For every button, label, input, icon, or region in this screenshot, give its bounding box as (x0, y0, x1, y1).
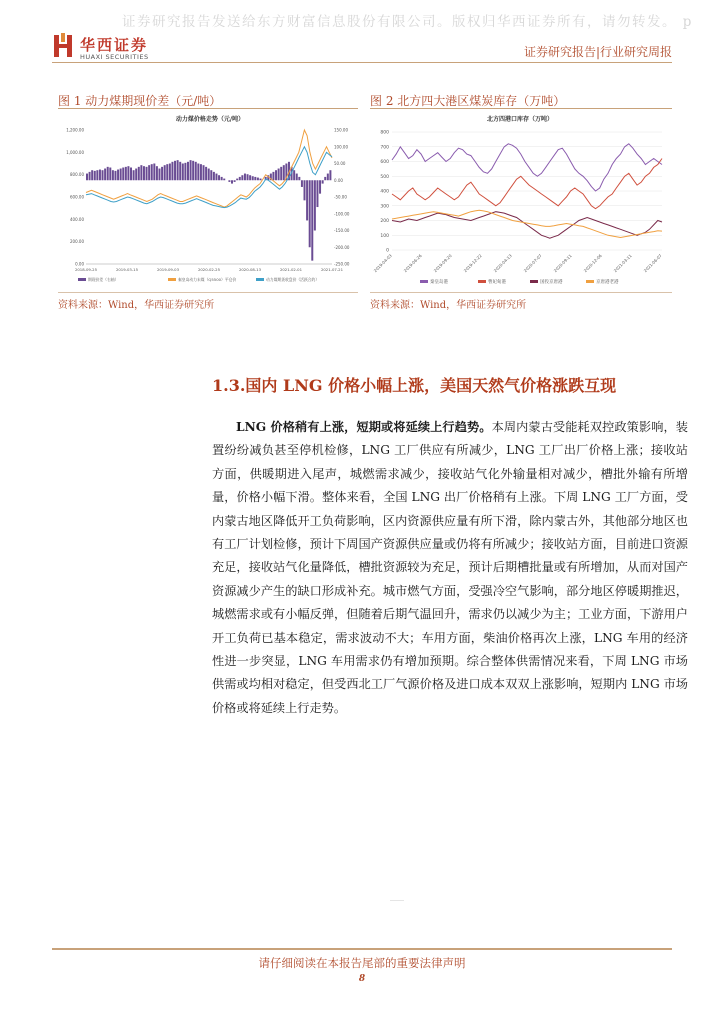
chart-2-legend-swatch (586, 280, 594, 283)
chart-2-legend-swatch (478, 280, 486, 283)
chart-2-legend-swatch (530, 280, 538, 283)
chart-1-bar (272, 172, 274, 180)
chart-1-ytick-right: 0.00 (334, 177, 343, 183)
chart-1-bar (164, 165, 166, 180)
chart-1-legend-label: 秦皇岛动力末煤（Q5500）平仓价 (178, 277, 237, 282)
chart-2-xtick: 2021-03-11 (612, 253, 633, 274)
chart-1-bar (304, 180, 306, 200)
chart-1-bar (195, 162, 197, 180)
chart-1-bar (316, 180, 318, 207)
chart-1-bar (102, 170, 104, 180)
chart-1-bar (322, 180, 324, 183)
chart-2-xtick: 2019-06-26 (402, 253, 423, 274)
chart-1-bar (247, 174, 249, 180)
chart-1-bar (203, 165, 205, 180)
chart-1-bar (259, 179, 261, 181)
chart-1-bar (278, 169, 280, 181)
chart-1-bar (182, 164, 184, 181)
chart-1-ytick-left: 200.00 (70, 239, 84, 245)
chart-1-ytick-left: 1,200.00 (66, 127, 84, 133)
chart-1-xtick: 2018-09-25 (74, 267, 98, 272)
figure-1-source-rule (58, 292, 358, 293)
chart-1-bar (133, 170, 135, 180)
chart-1-bar (329, 170, 331, 180)
chart-1-ytick-right: -50.00 (334, 194, 347, 200)
figure-2-source: 资料来源：Wind，华西证券研究所 (370, 300, 527, 311)
chart-1-bar (146, 167, 148, 180)
chart-2-ytick: 800 (380, 130, 389, 136)
chart-1-bar (187, 162, 189, 180)
chart-2-legend-swatch (420, 280, 428, 283)
figure-1-title: 图 1 动力煤期现价差（元/吨） (58, 94, 222, 108)
decorative-mark (390, 900, 404, 901)
chart-2-ytick: 100 (380, 233, 389, 239)
chart-1-bar (179, 162, 181, 180)
figure-2-rule (370, 108, 672, 109)
chart-1-bar (298, 177, 300, 180)
chart-1-ytick-right: -200.00 (334, 244, 350, 250)
chart-1-bar (140, 165, 142, 180)
chart-1-ytick-right: -250.00 (334, 261, 350, 267)
chart-1-bar (314, 180, 316, 230)
chart-1-bar (213, 172, 215, 180)
chart-1-bar (184, 163, 186, 180)
chart-1-bar (107, 167, 109, 180)
footer-disclaimer: 请仔细阅读在本报告尾部的重要法律声明 (258, 956, 466, 970)
chart-1-bar (236, 179, 238, 181)
chart-2-xtick: 2020-12-06 (582, 253, 603, 274)
chart-1-legend-swatch (78, 278, 86, 281)
footer-divider (52, 948, 672, 950)
chart-1-xtick: 2020-08-13 (238, 267, 262, 272)
chart-1-legend-label: 期现价差（右轴） (88, 277, 119, 282)
chart-1-bar (153, 164, 155, 181)
chart-1-ytick-left: 1,000.00 (66, 149, 84, 155)
chart-1-legend-label: 动力煤期货收盘价（活跃合约） (266, 277, 320, 282)
chart-1-ytick-right: -100.00 (334, 211, 350, 217)
chart-1-bar (275, 170, 277, 180)
chart-1-bar (311, 180, 313, 260)
chart-1-bar (215, 174, 217, 181)
chart-2-series-line-2 (392, 159, 662, 209)
chart-1-bar (210, 170, 212, 180)
figure-2-source-rule (370, 292, 672, 293)
paragraph-lead: LNG 价格稍有上涨，短期或将延续上行趋势。 (236, 420, 492, 434)
chart-1-bar (120, 169, 122, 181)
chart-1-bar (99, 170, 101, 181)
chart-2-title: 北方四港口库存（万吨） (486, 116, 554, 123)
chart-1-bar (114, 171, 116, 180)
chart-1-bar (190, 160, 192, 180)
chart-1-bar (138, 167, 140, 180)
chart-1-bar (125, 167, 127, 180)
figure-2-chart (370, 112, 670, 290)
chart-1-bar (239, 177, 241, 180)
chart-2-ytick: 400 (380, 189, 389, 195)
chart-1-bar (293, 170, 295, 180)
chart-1-ytick-left: 800.00 (70, 172, 84, 178)
chart-1-bar (91, 170, 93, 180)
chart-1-bar (218, 175, 220, 180)
logo-cn: 华西证券 (80, 36, 149, 54)
chart-1-bar (252, 176, 254, 180)
company-logo (52, 33, 172, 63)
chart-1-xtick: 2019-03-15 (115, 267, 139, 272)
chart-1-ytick-right: 50.00 (334, 161, 346, 166)
chart-1-bar (177, 160, 179, 180)
chart-1-legend-swatch (256, 278, 264, 281)
chart-2-ytick: 600 (380, 160, 389, 165)
chart-1-bar (208, 169, 210, 181)
chart-2-series-line-1 (392, 144, 662, 191)
chart-1-ytick-right: 100.00 (334, 144, 348, 150)
chart-1-bar (319, 180, 321, 193)
chart-1-bar (306, 180, 308, 220)
chart-1-bar (130, 168, 132, 181)
chart-1-ytick-right: -150.00 (334, 228, 350, 233)
chart-1-bar (169, 164, 171, 181)
chart-1-bar (200, 164, 202, 180)
chart-1-bar (143, 166, 145, 180)
chart-1-bar (174, 161, 176, 180)
chart-1-bar (244, 174, 246, 181)
chart-2-xtick: 2021-06-07 (642, 253, 663, 274)
chart-1-xtick: 2020-02-25 (197, 267, 221, 272)
figure-1-source: 资料来源：Wind，华西证券研究所 (58, 300, 215, 311)
chart-1-bar (254, 177, 256, 180)
chart-1-bar (234, 180, 236, 182)
chart-1-bar (171, 162, 173, 180)
chart-2-series-line-3 (392, 212, 662, 239)
chart-1-bar (86, 174, 88, 181)
chart-1-bar (249, 175, 251, 180)
chart-1-bar (197, 164, 199, 181)
chart-1-xtick: 2019-09-03 (156, 267, 180, 272)
chart-1-bar (112, 170, 114, 180)
chart-1-bar (96, 170, 98, 180)
chart-1-bar (301, 180, 303, 187)
chart-1-bar (327, 174, 329, 181)
chart-1-bar (166, 164, 168, 180)
chart-2-legend-label: 曹妃甸港 (488, 280, 506, 285)
chart-1-ytick-left: 600.00 (70, 194, 84, 200)
figure-1-rule (58, 108, 358, 109)
chart-2-legend-label: 秦皇岛港 (430, 280, 448, 285)
chart-1-bar (135, 169, 137, 181)
chart-1-bar (94, 171, 96, 180)
chart-1-bar (122, 168, 124, 181)
chart-1-ytick-left: 0.00 (75, 261, 84, 267)
report-type: 证券研究报告|行业研究周报 (523, 45, 672, 59)
chart-2-ytick: 200 (380, 219, 389, 224)
chart-1-bar (148, 165, 150, 180)
chart-1-bar (309, 180, 311, 247)
chart-1-bar (156, 166, 158, 180)
chart-1-legend-swatch (168, 278, 176, 281)
chart-1-bar (159, 169, 161, 181)
chart-1-bar (192, 161, 194, 180)
chart-2-xtick: 2020-07-07 (522, 253, 543, 274)
chart-1-bar (241, 175, 243, 180)
chart-2-legend-label: 京唐港老港 (596, 280, 619, 285)
huaxi-logo-icon (52, 33, 74, 59)
header-divider (52, 62, 672, 63)
chart-2-ytick: 700 (380, 145, 389, 151)
chart-1-bar (280, 167, 282, 180)
chart-1-bar (223, 179, 225, 181)
chart-1-bar (257, 178, 259, 181)
chart-2-xtick: 2020-09-11 (552, 253, 573, 274)
chart-1-ytick-right: 150.00 (334, 127, 348, 133)
chart-1-bar (117, 170, 119, 181)
paragraph-body: 本周内蒙古受能耗双控政策影响，装置纷纷减负甚至停机检修，LNG 工厂供应有所减少，LNG 工厂出厂价格上涨；接收站方面，供暖期进入尾声，城燃需求减少，接收站气化外输量相对减少，槽批外输有所增量，价格小幅下滑。整体来看，全国 LNG 出厂价格稍有上涨。下周 LNG 工厂方面，受内蒙古地区降低开工负荷影响，区内资源供应量有所下滑，除内蒙古外，其他部分地区也有工厂计划检修，预计下周国产资源供应量或仍将有所减少；接收站方面，目前进口资源充足，接收站气化量降低，槽批资源较为充足，预计后期槽批量或有所增加，从而对国产资源减少产生的缺口形成补充。城市燃气方面，受强冷空气影响，部分地区停暖期推迟，城燃需求或有小幅反弹，但随着后期气温回升，需求仍以减少为主；工业方面，下游用户开工负荷已基本稳定，需求波动不大；车用方面，柴油价格再次上涨，LNG 车用的经济性进一步突显，LNG 车用需求仍有增加预期。综合整体供需情况来看，下周 LNG 市场供需或均相对稳定，但受西北工厂气源价格及进口成本双双上涨影响，短期内 LNG 市场价格或将延续上行走势。 (212, 420, 688, 715)
chart-1-xtick: 2021-02-01 (279, 267, 303, 272)
chart-1-bar (104, 169, 106, 181)
chart-1-bar (221, 177, 223, 180)
chart-1-bar (127, 166, 129, 180)
chart-1-bar (161, 167, 163, 180)
figure-1-chart (60, 112, 360, 290)
chart-2-ytick: 500 (380, 174, 389, 180)
chart-2-series-line-4 (392, 210, 662, 237)
chart-1-bar (231, 180, 233, 183)
figure-2-title: 图 2 北方四大港区煤炭库存（万吨） (370, 94, 566, 108)
watermark-text: 证券研究报告发送给东方财富信息股份有限公司。版权归华西证券所有，请勿转发。 p (122, 14, 693, 30)
body-paragraph (212, 416, 688, 720)
chart-2-xtick: 2019-04-03 (372, 253, 393, 274)
section-heading: 1.3.国内 LNG 价格小幅上涨，美国天然气价格涨跌互现 (212, 376, 617, 395)
logo-en: HUAXI SECURITIES (80, 53, 149, 61)
page-number: 8 (358, 974, 366, 984)
chart-1-bar (151, 164, 153, 180)
chart-1-bar (228, 180, 230, 182)
chart-2-ytick: 0 (386, 248, 389, 254)
chart-1-title: 动力煤价格走势（元/吨） (175, 116, 245, 123)
chart-1-xtick: 2021-07-21 (320, 267, 344, 272)
chart-1-ytick-left: 400.00 (70, 216, 84, 222)
chart-2-xtick: 2020-04-13 (492, 253, 513, 274)
chart-2-xtick: 2019-09-20 (432, 253, 453, 274)
chart-1-bar (296, 174, 298, 181)
chart-1-bar (205, 167, 207, 180)
chart-2-xtick: 2019-12-22 (462, 253, 483, 274)
chart-1-bar (89, 172, 91, 180)
chart-1-bar (324, 177, 326, 180)
chart-2-ytick: 300 (380, 204, 389, 210)
chart-1-bar (109, 168, 111, 181)
chart-2-legend-label: 国投京唐港 (540, 280, 563, 285)
chart-1-bar (283, 165, 285, 180)
